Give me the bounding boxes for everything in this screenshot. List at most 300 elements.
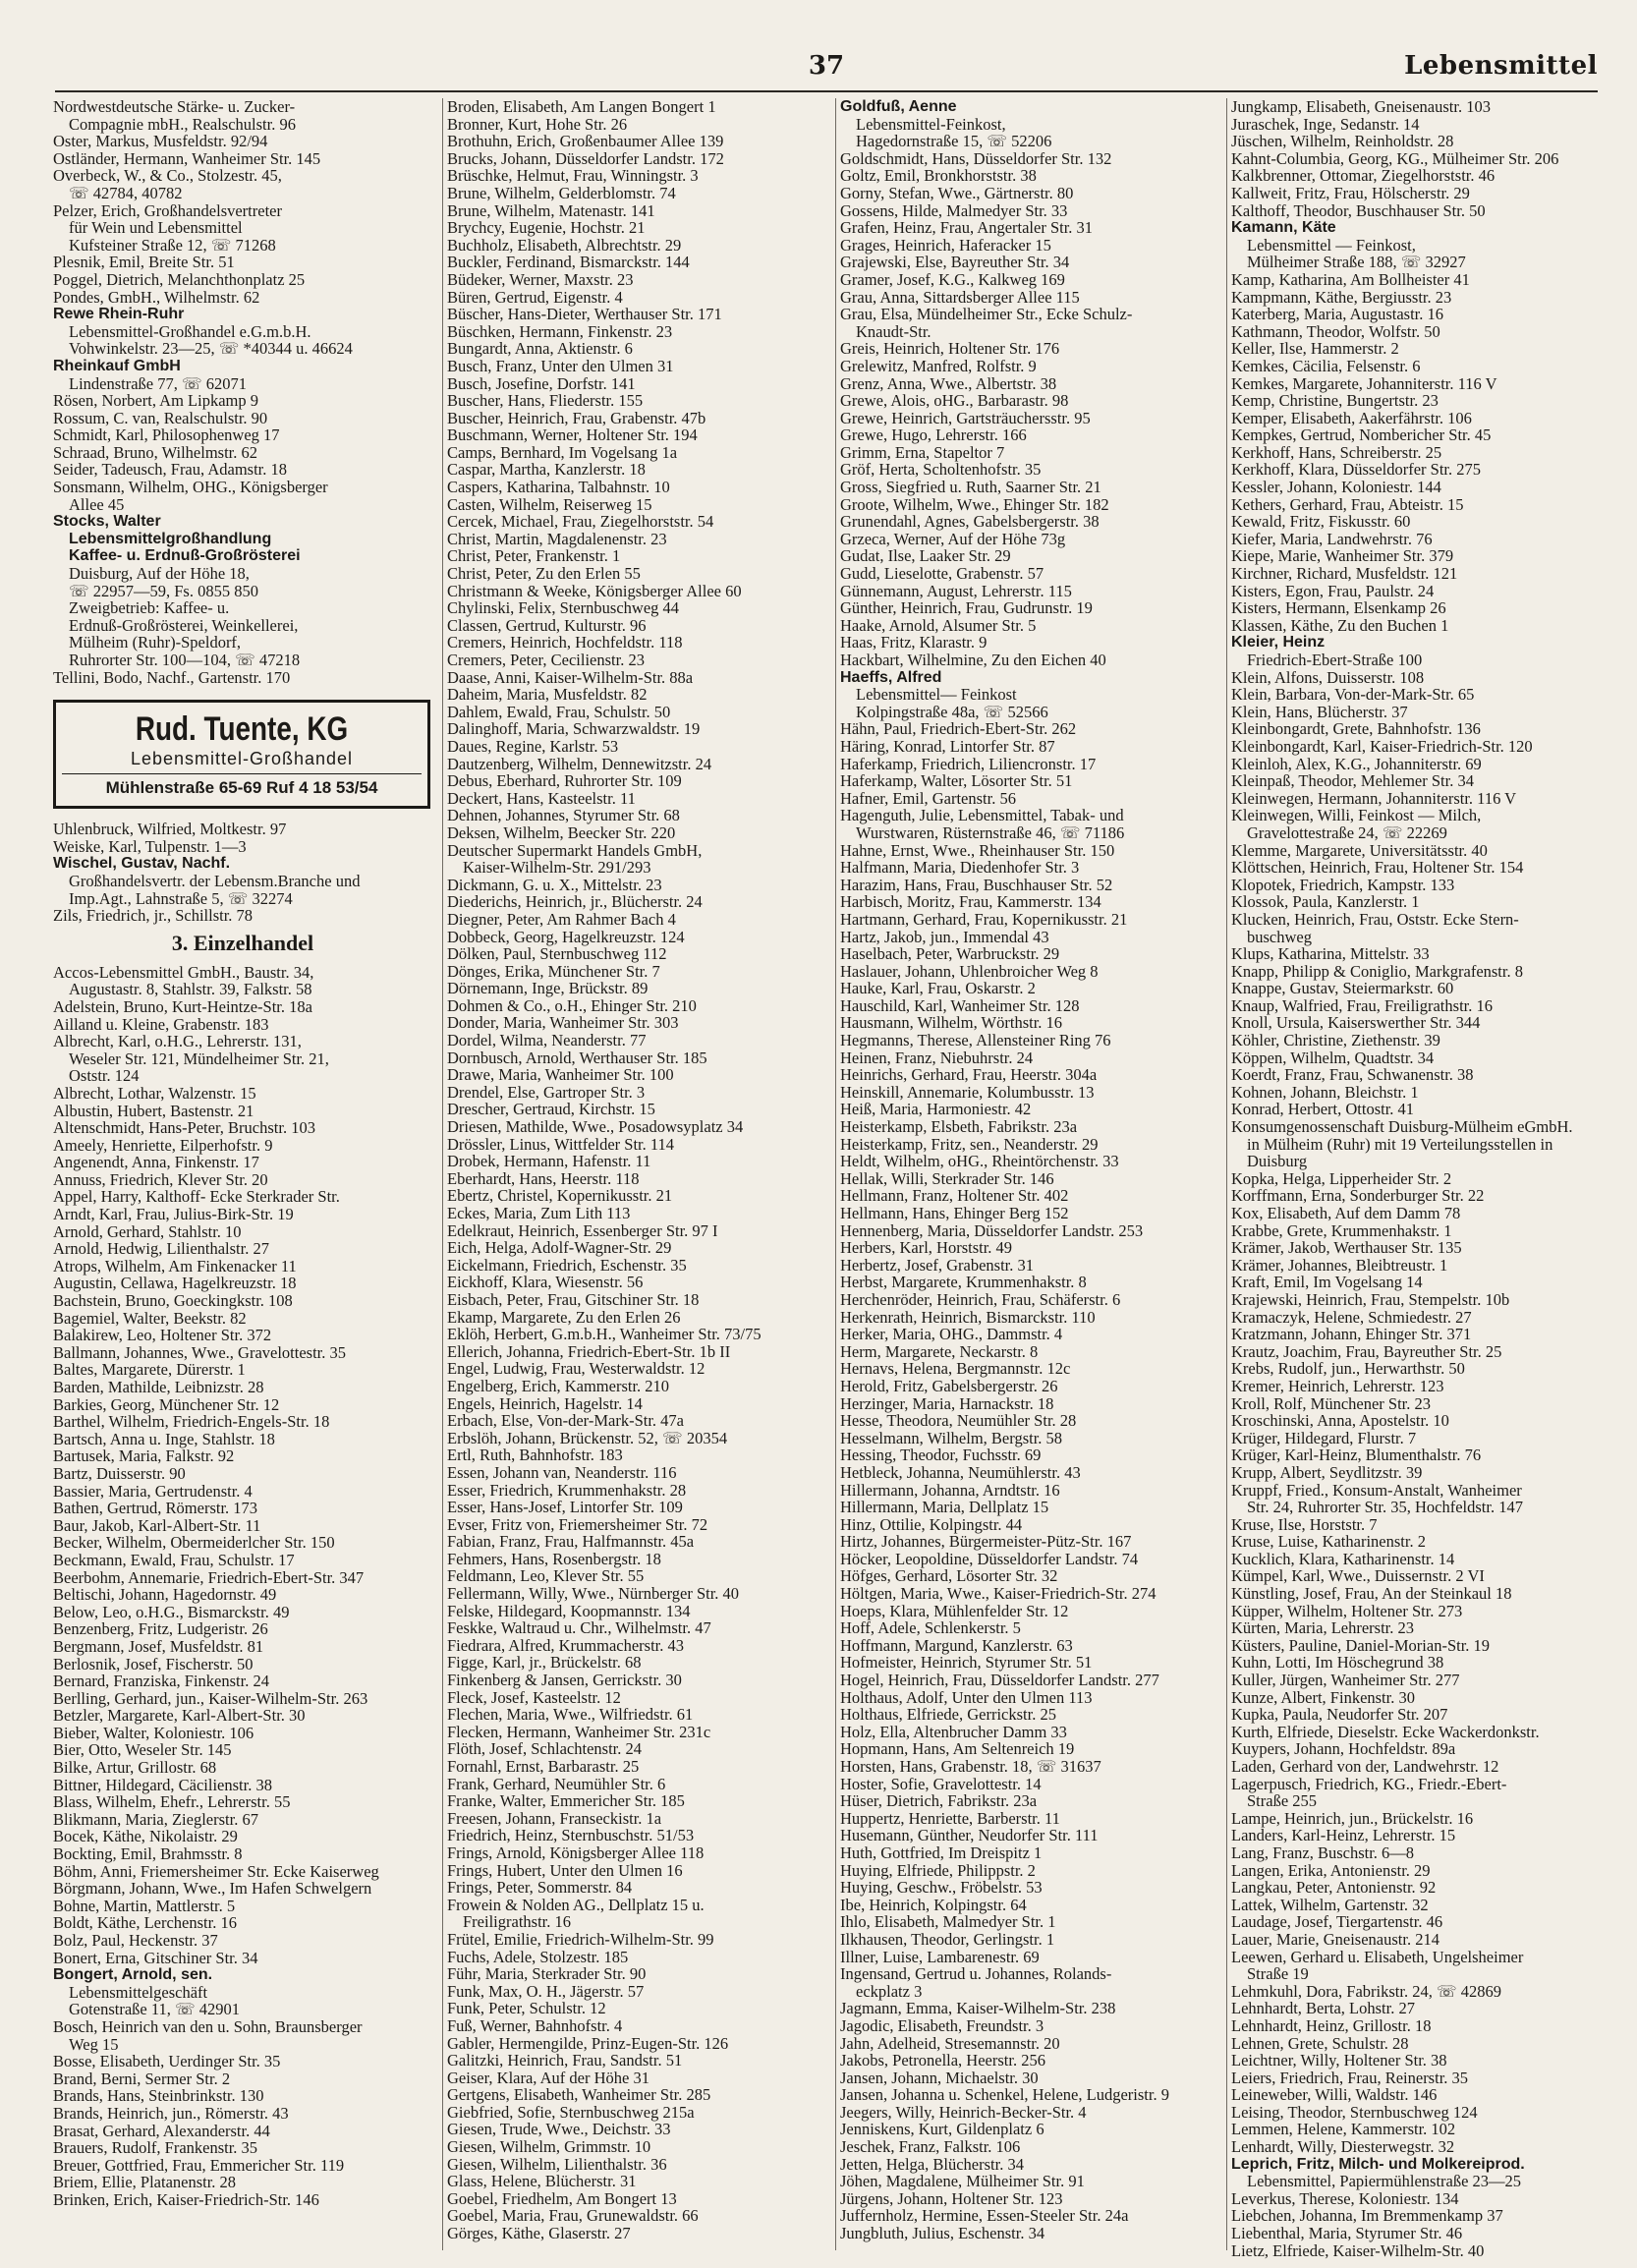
directory-entry: Hoeps, Klara, Mühlenfelder Str. 12 — [840, 1601, 1069, 1620]
directory-entry: Lebensmittel, Papiermühlenstraße 23—25 — [1247, 2172, 1522, 2191]
directory-entry: Hogel, Heinrich, Frau, Düsseldorfer Landstr. 277 — [840, 1671, 1159, 1690]
directory-entry: Funk, Max, O. H., Jägerstr. 57 — [447, 1981, 645, 2001]
directory-entry: Daheim, Maria, Musfeldstr. 82 — [447, 685, 648, 705]
directory-entry: Jeegers, Willy, Heinrich-Becker-Str. 4 — [840, 2102, 1087, 2122]
directory-entry: Giesen, Wilhelm, Lilienthalstr. 36 — [447, 2154, 667, 2174]
directory-entry: Driesen, Mathilde, Wwe., Posadowsyplatz 34 — [447, 1117, 744, 1137]
directory-entry: Casten, Wilhelm, Reiserweg 15 — [447, 494, 652, 514]
directory-entry: Kürten, Maria, Lehrerstr. 23 — [1231, 1618, 1415, 1638]
directory-entry: Friedrich, Heinz, Sternbuschstr. 51/53 — [447, 1826, 695, 1845]
directory-entry: Klucken, Heinrich, Frau, Oststr. Ecke Stern- — [1231, 909, 1519, 929]
directory-entry: Hahne, Ernst, Wwe., Rheinhauser Str. 150 — [840, 840, 1115, 860]
directory-entry: Köhler, Christine, Ziethenstr. 39 — [1231, 1031, 1440, 1050]
directory-entry: Hillermann, Johanna, Arndtstr. 16 — [840, 1480, 1060, 1500]
directory-entry: Edelkraut, Heinrich, Essenberger Str. 97 I — [447, 1220, 718, 1240]
directory-entry: Brands, Heinrich, jun., Römerstr. 43 — [53, 2103, 289, 2123]
directory-entry: Hoster, Sofie, Gravelottestr. 14 — [840, 1774, 1042, 1793]
directory-entry: Eklöh, Herbert, G.m.b.H., Wanheimer Str. 73/75 — [447, 1325, 762, 1344]
directory-entry: Bachstein, Bruno, Goeckingkstr. 108 — [53, 1291, 293, 1311]
directory-entry: Mülheimer Straße 188, ☏ 32927 — [1247, 253, 1466, 272]
directory-entry: Rösen, Norbert, Am Lipkamp 9 — [53, 391, 258, 411]
directory-entry: Bier, Otto, Weseler Str. 145 — [53, 1740, 232, 1760]
directory-entry: Bronner, Kurt, Hohe Str. 26 — [447, 114, 628, 134]
directory-entry: Oststr. 124 — [69, 1066, 140, 1086]
directory-entry: Gertgens, Elisabeth, Wanheimer Str. 285 — [447, 2085, 711, 2105]
directory-entry: Hartmann, Gerhard, Frau, Kopernikusstr. 21 — [840, 909, 1128, 929]
directory-entry: Langkau, Peter, Antonienstr. 92 — [1231, 1878, 1437, 1898]
directory-entry: Geiser, Klara, Auf der Höhe 31 — [447, 2068, 649, 2087]
directory-entry: Adelstein, Bruno, Kurt-Heintze-Str. 18a — [53, 996, 312, 1016]
directory-entry: Caspers, Katharina, Talbahnstr. 10 — [447, 478, 670, 497]
directory-entry: Sonsmann, Wilhelm, OHG., Königsberger — [53, 478, 328, 497]
directory-entry: Bolz, Paul, Heckenstr. 37 — [53, 1931, 218, 1950]
directory-entry: Classen, Gertrud, Kulturstr. 96 — [447, 615, 647, 635]
directory-entry: Dautzenberg, Wilhelm, Dennewitzstr. 24 — [447, 754, 712, 773]
directory-entry: Baltes, Margarete, Dürerstr. 1 — [53, 1360, 246, 1380]
directory-entry: Flecken, Hermann, Wanheimer Str. 231c — [447, 1722, 711, 1741]
directory-entry: Kleinbongardt, Karl, Kaiser-Friedrich-Str. 120 — [1231, 736, 1533, 756]
directory-entry: Leichtner, Willy, Holtener Str. 38 — [1231, 2051, 1447, 2070]
directory-entry: Herbers, Karl, Horststr. 49 — [840, 1238, 1013, 1258]
directory-entry: Illner, Luise, Lambarenestr. 69 — [840, 1947, 1040, 1966]
directory-entry: Diegner, Peter, Am Rahmer Bach 4 — [447, 909, 676, 929]
directory-entry: Jansen, Johanna u. Schenkel, Helene, Ludgeristr. 9 — [840, 2085, 1169, 2105]
directory-entry: Giebfried, Sofie, Sternbuschweg 215a — [447, 2102, 695, 2122]
directory-entry: Dobbeck, Georg, Hagelkreuzstr. 124 — [447, 927, 685, 946]
directory-entry: Ibe, Heinrich, Kolpingstr. 64 — [840, 1895, 1027, 1914]
directory-entry: Goebel, Maria, Frau, Grunewaldstr. 66 — [447, 2206, 699, 2226]
directory-entry: Frings, Peter, Sommerstr. 84 — [447, 1878, 633, 1898]
directory-entry: Weiske, Karl, Tulpenstr. 1—3 — [53, 836, 247, 856]
directory-entry: Grzeca, Werner, Auf der Höhe 73g — [840, 529, 1066, 548]
directory-entry: Knappe, Gustav, Steiermarkstr. 60 — [1231, 979, 1454, 998]
directory-entry: Buscher, Heinrich, Frau, Grabenstr. 47b — [447, 408, 706, 427]
directory-entry: Eisbach, Peter, Frau, Gitschiner Str. 18 — [447, 1289, 700, 1309]
directory-entry: Drössler, Linus, Wittfelder Str. 114 — [447, 1134, 675, 1154]
directory-entry: für Wein und Lebensmittel — [69, 218, 243, 238]
directory-entry: Eich, Helga, Adolf-Wagner-Str. 29 — [447, 1238, 672, 1258]
directory-entry: Kisters, Hermann, Elsenkamp 26 — [1231, 598, 1446, 618]
directory-entry: Grajewski, Else, Bayreuther Str. 34 — [840, 253, 1070, 272]
directory-entry: Ameely, Henriette, Eilperhofstr. 9 — [53, 1135, 273, 1155]
directory-entry: Dahlem, Ewald, Frau, Schulstr. 50 — [447, 702, 671, 721]
section-title: Lebensmittel — [1404, 51, 1598, 81]
directory-entry: Rheinkauf GmbH — [53, 357, 181, 374]
directory-entry: Hetbleck, Johanna, Neumühlerstr. 43 — [840, 1462, 1081, 1482]
directory-entry: Herkenrath, Heinrich, Bismarckstr. 110 — [840, 1307, 1096, 1327]
directory-entry: Hillermann, Maria, Dellplatz 15 — [840, 1498, 1049, 1517]
retail-list-b — [447, 98, 826, 2242]
directory-entry: Fehmers, Hans, Rosenbergstr. 18 — [447, 1549, 661, 1568]
directory-entry: Häring, Konrad, Lintorfer Str. 87 — [840, 736, 1055, 756]
directory-entry: Jetten, Helga, Blücherstr. 34 — [840, 2154, 1024, 2174]
directory-entry: Gramer, Josef, K.G., Kalkweg 169 — [840, 269, 1065, 289]
directory-entry: Herm, Margarete, Neckarstr. 8 — [840, 1341, 1039, 1361]
directory-entry: Plesnik, Emil, Breite Str. 51 — [53, 253, 235, 272]
directory-entry: Esser, Hans-Josef, Lintorfer Str. 109 — [447, 1498, 683, 1517]
directory-entry: Appel, Harry, Kalthoff- Ecke Sterkrader Str. — [53, 1187, 340, 1207]
directory-entry: Albrecht, Lothar, Walzenstr. 15 — [53, 1083, 256, 1103]
directory-entry: Hernavs, Helena, Bergmannstr. 12c — [840, 1359, 1071, 1379]
directory-entry: Haselbach, Peter, Warbruckstr. 29 — [840, 944, 1060, 964]
directory-entry: Köppen, Wilhelm, Quadtstr. 34 — [1231, 1048, 1435, 1067]
directory-entry: Knoll, Ursula, Kaiserswerther Str. 344 — [1231, 1013, 1481, 1033]
directory-entry: Kamp, Katharina, Am Bollheister 41 — [1231, 269, 1470, 289]
directory-entry: Hinz, Ottilie, Kolpingstr. 44 — [840, 1514, 1023, 1534]
directory-entry: Kewald, Fritz, Fiskusstr. 60 — [1231, 512, 1411, 532]
column-1 — [53, 98, 432, 2250]
directory-entry: Kroschinski, Anna, Apostelstr. 10 — [1231, 1411, 1449, 1431]
directory-entry: Kisters, Egon, Frau, Paulstr. 24 — [1231, 581, 1435, 600]
directory-entry: Bohne, Martin, Mattlerstr. 5 — [53, 1896, 236, 1915]
directory-entry: Lagerpusch, Friedrich, KG., Friedr.-Ebert- — [1231, 1774, 1507, 1793]
directory-entry: Imp.Agt., Lahnstraße 5, ☏ 32274 — [69, 888, 293, 908]
directory-entry: Lietz, Elfriede, Kaiser-Wilhelm-Str. 40 — [1231, 2240, 1485, 2260]
directory-entry: Albrecht, Karl, o.H.G., Lehrerstr. 131, — [53, 1032, 302, 1051]
directory-entry: Kemkes, Cäcilia, Felsenstr. 6 — [1231, 356, 1421, 375]
directory-entry: Blikmann, Maria, Zieglerstr. 67 — [53, 1809, 258, 1829]
directory-entry: Galitzki, Heinrich, Frau, Sandstr. 51 — [447, 2051, 683, 2070]
directory-entry: Kleinloh, Alex, K.G., Johanniterstr. 69 — [1231, 754, 1482, 773]
directory-entry: Lehnen, Grete, Schulstr. 28 — [1231, 2033, 1409, 2053]
directory-entry: Vohwinkelstr. 23—25, ☏ *40344 u. 46624 — [69, 339, 353, 359]
directory-entry: Seider, Tadeusch, Frau, Adamstr. 18 — [53, 460, 288, 480]
directory-entry: Kempkes, Gertrud, Nombericher Str. 45 — [1231, 425, 1492, 445]
directory-entry: Annuss, Friedrich, Klever Str. 20 — [53, 1169, 268, 1189]
directory-entry: Grenz, Anna, Wwe., Albertstr. 38 — [840, 373, 1057, 393]
directory-entry: Dehnen, Johannes, Styrumer Str. 68 — [447, 806, 680, 825]
directory-entry: Beerbohm, Annemarie, Friedrich-Ebert-Str. 347 — [53, 1567, 365, 1587]
directory-entry: Heisterkamp, Elsbeth, Fabrikstr. 23a — [840, 1117, 1078, 1137]
directory-entry: Franke, Walter, Emmericher Str. 185 — [447, 1791, 685, 1811]
directory-entry: Schmidt, Karl, Philosophenweg 17 — [53, 425, 280, 445]
directory-entry: Bongert, Arnold, sen. — [53, 1966, 213, 1984]
directory-entry: Tellini, Bodo, Nachf., Gartenstr. 170 — [53, 667, 291, 687]
directory-entry: Hellmann, Hans, Ehinger Berg 152 — [840, 1204, 1069, 1222]
directory-entry: Katerberg, Maria, Augustastr. 16 — [1231, 305, 1443, 324]
directory-entry: Drendel, Else, Gartroper Str. 3 — [447, 1082, 646, 1102]
directory-entry: Augustastr. 8, Stahlstr. 39, Falkstr. 58 — [69, 980, 312, 999]
directory-entry: Haake, Arnold, Alsumer Str. 5 — [840, 615, 1037, 635]
directory-entry: Kleinwegen, Willi, Feinkost — Milch, — [1231, 806, 1482, 825]
directory-entry: Huth, Gottfried, Im Dreispitz 1 — [840, 1843, 1043, 1862]
directory-entry: Küpper, Wilhelm, Holtener Str. 273 — [1231, 1601, 1463, 1620]
directory-entry: Leineweber, Willi, Waldstr. 146 — [1231, 2085, 1438, 2105]
directory-entry: Haferkamp, Walter, Lösorter Str. 51 — [840, 771, 1073, 791]
directory-entry: Bittner, Hildegard, Cäcilienstr. 38 — [53, 1775, 272, 1794]
directory-entry: Goldfuß, Aenne — [840, 98, 957, 115]
directory-entry: Klups, Katharina, Mittelstr. 33 — [1231, 944, 1430, 964]
directory-entry: Huppertz, Henriette, Barberstr. 11 — [840, 1808, 1060, 1828]
directory-entry: Keller, Ilse, Hammerstr. 2 — [1231, 339, 1399, 359]
directory-entry: Konrad, Herbert, Ottostr. 41 — [1231, 1100, 1415, 1119]
directory-entry: Frütel, Emilie, Friedrich-Wilhelm-Str. 99 — [447, 1929, 714, 1949]
directory-entry: Engel, Ludwig, Frau, Westerwaldstr. 12 — [447, 1359, 706, 1379]
directory-entry: Krautz, Joachim, Frau, Bayreuther Str. 25 — [1231, 1341, 1502, 1361]
directory-entry: Zils, Friedrich, jr., Schillstr. 78 — [53, 906, 254, 926]
directory-entry: Kerkhoff, Hans, Schreiberstr. 25 — [1231, 442, 1442, 462]
directory-entry: Klein, Barbara, Von-der-Mark-Str. 65 — [1231, 685, 1475, 705]
directory-entry: Mülheim (Ruhr)-Speldorf, — [69, 633, 242, 652]
directory-entry: Eickhoff, Klara, Wiesenstr. 56 — [447, 1273, 644, 1292]
directory-entry: Krüger, Hildegard, Flurstr. 7 — [1231, 1428, 1417, 1447]
directory-entry: Hirtz, Johannes, Bürgermeister-Pütz-Str. 167 — [840, 1532, 1132, 1552]
directory-entry: Hofmeister, Heinrich, Styrumer Str. 51 — [840, 1653, 1093, 1673]
directory-entry: Fuchs, Adele, Stolzestr. 185 — [447, 1947, 629, 1966]
directory-entry: Rossum, C. van, Realschulstr. 90 — [53, 408, 268, 427]
directory-entry: Baur, Jakob, Karl-Albert-Str. 11 — [53, 1515, 261, 1535]
directory-entry: Kalthoff, Theodor, Buschhauser Str. 50 — [1231, 200, 1486, 220]
directory-entry: Engels, Heinrich, Hagelstr. 14 — [447, 1393, 643, 1413]
directory-entry: Horsten, Hans, Grabenstr. 18, ☏ 31637 — [840, 1757, 1101, 1776]
directory-entry: Jüschen, Wilhelm, Reinholdstr. 28 — [1231, 132, 1454, 151]
directory-entry: Langen, Erika, Antonienstr. 29 — [1231, 1860, 1431, 1880]
directory-entry: Gorny, Stefan, Wwe., Gärtnerstr. 80 — [840, 183, 1074, 202]
directory-entry: Buchholz, Elisabeth, Albrechtstr. 29 — [447, 235, 682, 255]
directory-entry: Evser, Fritz von, Friemersheimer Str. 72 — [447, 1514, 708, 1534]
directory-entry: Altenschmidt, Hans-Peter, Bruchstr. 103 — [53, 1118, 315, 1138]
directory-entry: Ostländer, Hermann, Wanheimer Str. 145 — [53, 148, 321, 168]
directory-entry: Bassier, Maria, Gertrudenstr. 4 — [53, 1481, 253, 1501]
directory-entry: Esser, Friedrich, Krummenhakstr. 28 — [447, 1480, 687, 1500]
directory-entry: Greis, Heinrich, Holtener Str. 176 — [840, 339, 1060, 359]
directory-entry: Grafen, Heinz, Frau, Angertaler Str. 31 — [840, 218, 1094, 238]
directory-entry: Leiers, Friedrich, Frau, Reinerstr. 35 — [1231, 2068, 1469, 2087]
directory-entry: Dönges, Erika, Münchener Str. 7 — [447, 961, 660, 981]
directory-entry: Bocek, Käthe, Nikolaistr. 29 — [53, 1827, 238, 1846]
directory-entry: Lauer, Marie, Gneisenaustr. 214 — [1231, 1929, 1439, 1949]
directory-entry: Hennenberg, Maria, Düsseldorfer Landstr. 253 — [840, 1220, 1144, 1240]
directory-entry: Uhlenbruck, Wilfried, Moltkestr. 97 — [53, 820, 287, 839]
directory-entry: Küsters, Pauline, Daniel-Morian-Str. 19 — [1231, 1635, 1491, 1655]
directory-entry: Leising, Theodor, Sternbuschweg 124 — [1231, 2102, 1478, 2122]
directory-entry: Lebensmittelgroßhandlung — [69, 530, 272, 547]
directory-entry: Laden, Gerhard von der, Landwehrstr. 12 — [1231, 1757, 1499, 1776]
directory-entry: Engelberg, Erich, Kammerstr. 210 — [447, 1376, 670, 1395]
directory-entry: Juraschek, Inge, Sedanstr. 14 — [1231, 114, 1420, 134]
directory-entry: Drescher, Gertraud, Kirchstr. 15 — [447, 1100, 655, 1119]
directory-entry: Lampe, Heinrich, jun., Brückelstr. 16 — [1231, 1808, 1474, 1828]
directory-entry: Dohmen & Co., o.H., Ehinger Str. 210 — [447, 995, 697, 1015]
directory-entry: Fabian, Franz, Frau, Halfmannstr. 45a — [447, 1532, 695, 1552]
directory-entry: Kremer, Heinrich, Lehrerstr. 123 — [1231, 1376, 1444, 1395]
directory-entry: Cremers, Heinrich, Hochfeldstr. 118 — [447, 633, 683, 652]
directory-entry: Christ, Peter, Zu den Erlen 55 — [447, 564, 641, 584]
directory-entry: Brothuhn, Erich, Großenbaumer Allee 139 — [447, 132, 724, 151]
directory-entry: Heinen, Franz, Niebuhrstr. 24 — [840, 1048, 1034, 1067]
directory-entry: Kalkbrenner, Ottomar, Ziegelhorststr. 46 — [1231, 166, 1496, 186]
directory-entry: Hellak, Willi, Sterkrader Str. 146 — [840, 1168, 1054, 1188]
directory-entry: Grewe, Alois, oHG., Barbarastr. 98 — [840, 391, 1069, 411]
directory-entry: Harazim, Hans, Frau, Buschhauser Str. 52 — [840, 875, 1113, 894]
directory-entry: Overbeck, W., & Co., Stolzestr. 45, — [53, 166, 282, 186]
directory-entry: Bergmann, Josef, Musfeldstr. 81 — [53, 1636, 264, 1656]
directory-entry: Holz, Ella, Altenbrucher Damm 33 — [840, 1722, 1067, 1741]
directory-entry: Huying, Geschw., Fröbelstr. 53 — [840, 1878, 1043, 1898]
directory-entry: Kramaczyk, Helene, Schmiedestr. 27 — [1231, 1307, 1472, 1327]
directory-entry: Wurstwaren, Rüsternstraße 46, ☏ 71186 — [856, 822, 1125, 842]
directory-entry: Hackbart, Wilhelmine, Zu den Eichen 40 — [840, 651, 1106, 669]
directory-entry: Hagedornstraße 15, ☏ 52206 — [856, 132, 1052, 151]
directory-entry: Jagmann, Emma, Kaiser-Wilhelm-Str. 238 — [840, 1999, 1116, 2018]
directory-entry: Kessler, Johann, Koloniestr. 144 — [1231, 478, 1441, 497]
directory-entry: Lindenstraße 77, ☏ 62071 — [69, 373, 248, 393]
directory-entry: Jansen, Johann, Michaelstr. 30 — [840, 2068, 1039, 2087]
directory-entry: Görges, Käthe, Glaserstr. 27 — [447, 2224, 631, 2243]
directory-entry: Blass, Wilhelm, Ehefr., Lehrerstr. 55 — [53, 1792, 291, 1812]
directory-entry: Klöttschen, Heinrich, Frau, Holtener Str. 154 — [1231, 858, 1524, 878]
directory-entry: Deutscher Supermarkt Handels GmbH, — [447, 840, 703, 860]
directory-entry: Kiefer, Maria, Landwehrstr. 76 — [1231, 529, 1433, 548]
directory-entry: Essen, Johann van, Neanderstr. 116 — [447, 1462, 677, 1482]
directory-entry: Brucks, Johann, Düsseldorfer Landstr. 172 — [447, 148, 724, 168]
directory-entry: Fellermann, Willy, Wwe., Nürnberger Str. 40 — [447, 1584, 740, 1604]
directory-entry: Lebensmittelgeschäft — [69, 1982, 208, 2002]
directory-entry: Hartz, Jakob, jun., Immendal 43 — [840, 927, 1049, 946]
directory-entry: Knaudt-Str. — [856, 321, 931, 341]
directory-entry: Hellmann, Franz, Holtener Str. 402 — [840, 1186, 1069, 1206]
directory-entry: Kuhn, Lotti, Im Höschegrund 38 — [1231, 1653, 1444, 1673]
directory-entry: Erbach, Else, Von-der-Mark-Str. 47a — [447, 1411, 684, 1431]
ad-company-name: Rud. Tuente, KG — [135, 710, 349, 749]
directory-entry: Busch, Franz, Unter den Ulmen 31 — [447, 356, 674, 375]
ad-contact: Mühlenstraße 65-69 Ruf 4 18 53/54 — [62, 773, 422, 800]
directory-entry: Kerkhoff, Klara, Düsseldorfer Str. 275 — [1231, 460, 1482, 480]
directory-entry: Herzinger, Maria, Harnackstr. 18 — [840, 1393, 1054, 1413]
directory-entry: Oster, Markus, Musfeldstr. 92/94 — [53, 132, 268, 151]
directory-entry: Zweigbetrieb: Kaffee- u. — [69, 598, 230, 618]
directory-entry: Büscher, Hans-Dieter, Werthauser Str. 171 — [447, 305, 722, 324]
directory-entry: Kümpel, Karl, Wwe., Duissernstr. 2 VI — [1231, 1566, 1485, 1586]
directory-entry: Bartsch, Anna u. Inge, Stahlstr. 18 — [53, 1429, 275, 1448]
directory-columns — [49, 97, 1600, 2260]
section-heading-einzelhandel: 3. Einzelhandel — [171, 930, 314, 955]
directory-entry: Wischel, Gustav, Nachf. — [53, 855, 231, 873]
directory-entry: Bernard, Franziska, Finkenstr. 24 — [53, 1672, 269, 1691]
directory-entry: Landers, Karl-Heinz, Lehrerstr. 15 — [1231, 1826, 1456, 1845]
directory-entry: Laudage, Josef, Tiergartenstr. 46 — [1231, 1912, 1443, 1932]
directory-entry: Compagnie mbH., Realschulstr. 96 — [69, 114, 296, 134]
directory-entry: Lehnhardt, Heinz, Grillostr. 18 — [1231, 2015, 1432, 2035]
directory-entry: Beltischi, Johann, Hagedornstr. 49 — [53, 1585, 277, 1605]
directory-entry: Bungardt, Anna, Aktienstr. 6 — [447, 339, 633, 359]
directory-entry: Heisterkamp, Fritz, sen., Neanderstr. 29 — [840, 1134, 1099, 1154]
directory-entry: Donder, Maria, Wanheimer Str. 303 — [447, 1013, 679, 1033]
directory-entry: Bathen, Gertrud, Römerstr. 173 — [53, 1499, 258, 1518]
directory-entry: Rewe Rhein-Ruhr — [53, 306, 185, 323]
directory-entry: Kemp, Christine, Bungertstr. 23 — [1231, 391, 1439, 411]
directory-entry: Leverkus, Therese, Koloniestr. 134 — [1231, 2188, 1459, 2208]
directory-entry: Hegmanns, Therese, Allensteiner Ring 76 — [840, 1031, 1111, 1050]
directory-entry: Barden, Mathilde, Leibnizstr. 28 — [53, 1378, 264, 1396]
directory-entry: Hausmann, Wilhelm, Wörthstr. 16 — [840, 1013, 1063, 1033]
directory-entry: Bartz, Duisserstr. 90 — [53, 1463, 186, 1483]
directory-entry: Dölken, Paul, Sternbuschweg 112 — [447, 944, 667, 964]
directory-entry: Krajewski, Heinrich, Frau, Stempelstr. 10b — [1231, 1289, 1510, 1309]
directory-entry: Lebensmittel— Feinkost — [856, 685, 1017, 705]
directory-entry: Günther, Heinrich, Frau, Gudrunstr. 19 — [840, 598, 1093, 618]
directory-entry: Kolpingstraße 48a, ☏ 52566 — [856, 702, 1048, 721]
directory-entry: Kroll, Rolf, Münchener Str. 23 — [1231, 1393, 1432, 1413]
directory-entry: Broden, Elisabeth, Am Langen Bongert 1 — [447, 97, 716, 116]
directory-entry: Korffmann, Erna, Sonderburger Str. 22 — [1231, 1186, 1485, 1206]
directory-entry: Knaup, Walfried, Frau, Freiligrathstr. 16 — [1231, 995, 1493, 1015]
directory-entry: Feldmann, Leo, Klever Str. 55 — [447, 1566, 645, 1586]
directory-entry: Haeffs, Alfred — [840, 668, 942, 686]
directory-entry: Christ, Martin, Magdalenenstr. 23 — [447, 529, 667, 548]
directory-entry: Günnemann, August, Lehrerstr. 115 — [840, 581, 1072, 600]
directory-entry: Chylinski, Felix, Sternbuschweg 44 — [447, 598, 680, 618]
directory-entry: Kleinwegen, Hermann, Johanniterstr. 116 V — [1231, 788, 1517, 808]
directory-entry: Kallweit, Fritz, Frau, Hölscherstr. 29 — [1231, 183, 1470, 202]
directory-entry: ☏ 22957—59, Fs. 0855 850 — [69, 581, 258, 600]
directory-entry: Krupp, Albert, Seydlitzstr. 39 — [1231, 1462, 1423, 1482]
directory-entry: Felske, Hildegard, Koopmannstr. 134 — [447, 1601, 691, 1620]
directory-entry: Ertl, Ruth, Bahnhofstr. 183 — [447, 1446, 623, 1465]
directory-entry: Höfges, Gerhard, Lösorter Str. 32 — [840, 1566, 1058, 1586]
directory-entry: Kox, Elisabeth, Auf dem Damm 78 — [1231, 1204, 1461, 1222]
directory-entry: Büdeker, Werner, Maxstr. 23 — [447, 269, 634, 289]
directory-entry: Weg 15 — [69, 2034, 119, 2054]
directory-entry: Ilkhausen, Theodor, Gerlingstr. 1 — [840, 1929, 1055, 1949]
directory-entry: ☏ 42784, 40782 — [69, 183, 183, 202]
directory-entry: Lehmkuhl, Dora, Fabrikstr. 24, ☏ 42869 — [1231, 1981, 1501, 2001]
directory-entry: Jakobs, Petronella, Heerstr. 256 — [840, 2051, 1045, 2070]
directory-entry: Bieber, Walter, Koloniestr. 106 — [53, 1723, 254, 1742]
directory-entry: Berlling, Gerhard, jun., Kaiser-Wilhelm-Str. 263 — [53, 1688, 368, 1708]
header-rule — [55, 90, 1598, 92]
directory-entry: Holthaus, Elfriede, Gerrickstr. 25 — [840, 1705, 1056, 1725]
directory-entry: Jenniskens, Kurt, Gildenplatz 6 — [840, 2120, 1044, 2139]
directory-entry: Gravelottestraße 24, ☏ 22269 — [1247, 822, 1447, 842]
directory-entry: Busch, Josefine, Dorfstr. 141 — [447, 373, 636, 393]
directory-entry: Huying, Elfriede, Philippstr. 2 — [840, 1860, 1036, 1880]
directory-entry: Finkenberg & Jansen, Gerrickstr. 30 — [447, 1671, 682, 1690]
directory-entry: Klassen, Käthe, Zu den Buchen 1 — [1231, 615, 1449, 635]
directory-entry: Kampmann, Käthe, Bergiusstr. 23 — [1231, 287, 1452, 307]
directory-entry: Künstling, Josef, Frau, An der Steinkaul 18 — [1231, 1584, 1512, 1604]
directory-entry: Brüschke, Helmut, Frau, Winningstr. 3 — [447, 166, 699, 186]
directory-entry: Herbertz, Josef, Grabenstr. 31 — [840, 1255, 1035, 1275]
directory-entry: buschweg — [1247, 927, 1312, 946]
directory-entry: Klein, Alfons, Duisserstr. 108 — [1231, 667, 1425, 687]
directory-entry: Hagenguth, Julie, Lebensmittel, Tabak- und — [840, 806, 1124, 825]
directory-entry: Cremers, Peter, Cecilienstr. 23 — [447, 651, 645, 669]
directory-entry: Erbslöh, Johann, Brückenstr. 52, ☏ 20354 — [447, 1428, 728, 1447]
directory-entry: Husemann, Günther, Neudorfer Str. 111 — [840, 1826, 1099, 1845]
directory-entry: Kruse, Luise, Katharinenstr. 2 — [1231, 1532, 1426, 1552]
directory-entry: Boldt, Käthe, Lerchenstr. 16 — [53, 1913, 237, 1933]
directory-entry: Jungkamp, Elisabeth, Gneisenaustr. 103 — [1231, 97, 1491, 116]
directory-entry: Angenendt, Anna, Finkenstr. 17 — [53, 1153, 259, 1172]
directory-entry: Hähn, Paul, Friedrich-Ebert-Str. 262 — [840, 719, 1077, 739]
directory-entry: Hauke, Karl, Frau, Oskarstr. 2 — [840, 979, 1036, 998]
directory-entry: Gröf, Herta, Scholtenhofstr. 35 — [840, 460, 1042, 480]
directory-entry: Gudat, Ilse, Laaker Str. 29 — [840, 546, 1011, 566]
directory-entry: Hoffmann, Margund, Kanzlerstr. 63 — [840, 1635, 1073, 1655]
directory-entry: Accos-Lebensmittel GmbH., Baustr. 34, — [53, 962, 314, 982]
directory-entry: Figge, Karl, jr., Brückelstr. 68 — [447, 1653, 642, 1673]
directory-entry: Kleier, Heinz — [1231, 634, 1326, 652]
directory-entry: Herchenröder, Heinrich, Frau, Schäferstr. 6 — [840, 1289, 1121, 1309]
directory-entry: Liebchen, Johanna, Im Bremmenkamp 37 — [1231, 2206, 1503, 2226]
directory-entry: Goebel, Friedhelm, Am Bongert 13 — [447, 2188, 677, 2208]
directory-entry: Großhandelsvertr. der Lebensm.Branche und — [69, 871, 361, 890]
directory-entry: Bosch, Heinrich van den u. Sohn, Braunsberger — [53, 2016, 363, 2036]
directory-entry: Haas, Fritz, Klarastr. 9 — [840, 633, 988, 652]
directory-entry: Bosse, Elisabeth, Uerdinger Str. 35 — [53, 2052, 281, 2071]
directory-entry: Ebertz, Christel, Kopernikusstr. 21 — [447, 1186, 673, 1206]
